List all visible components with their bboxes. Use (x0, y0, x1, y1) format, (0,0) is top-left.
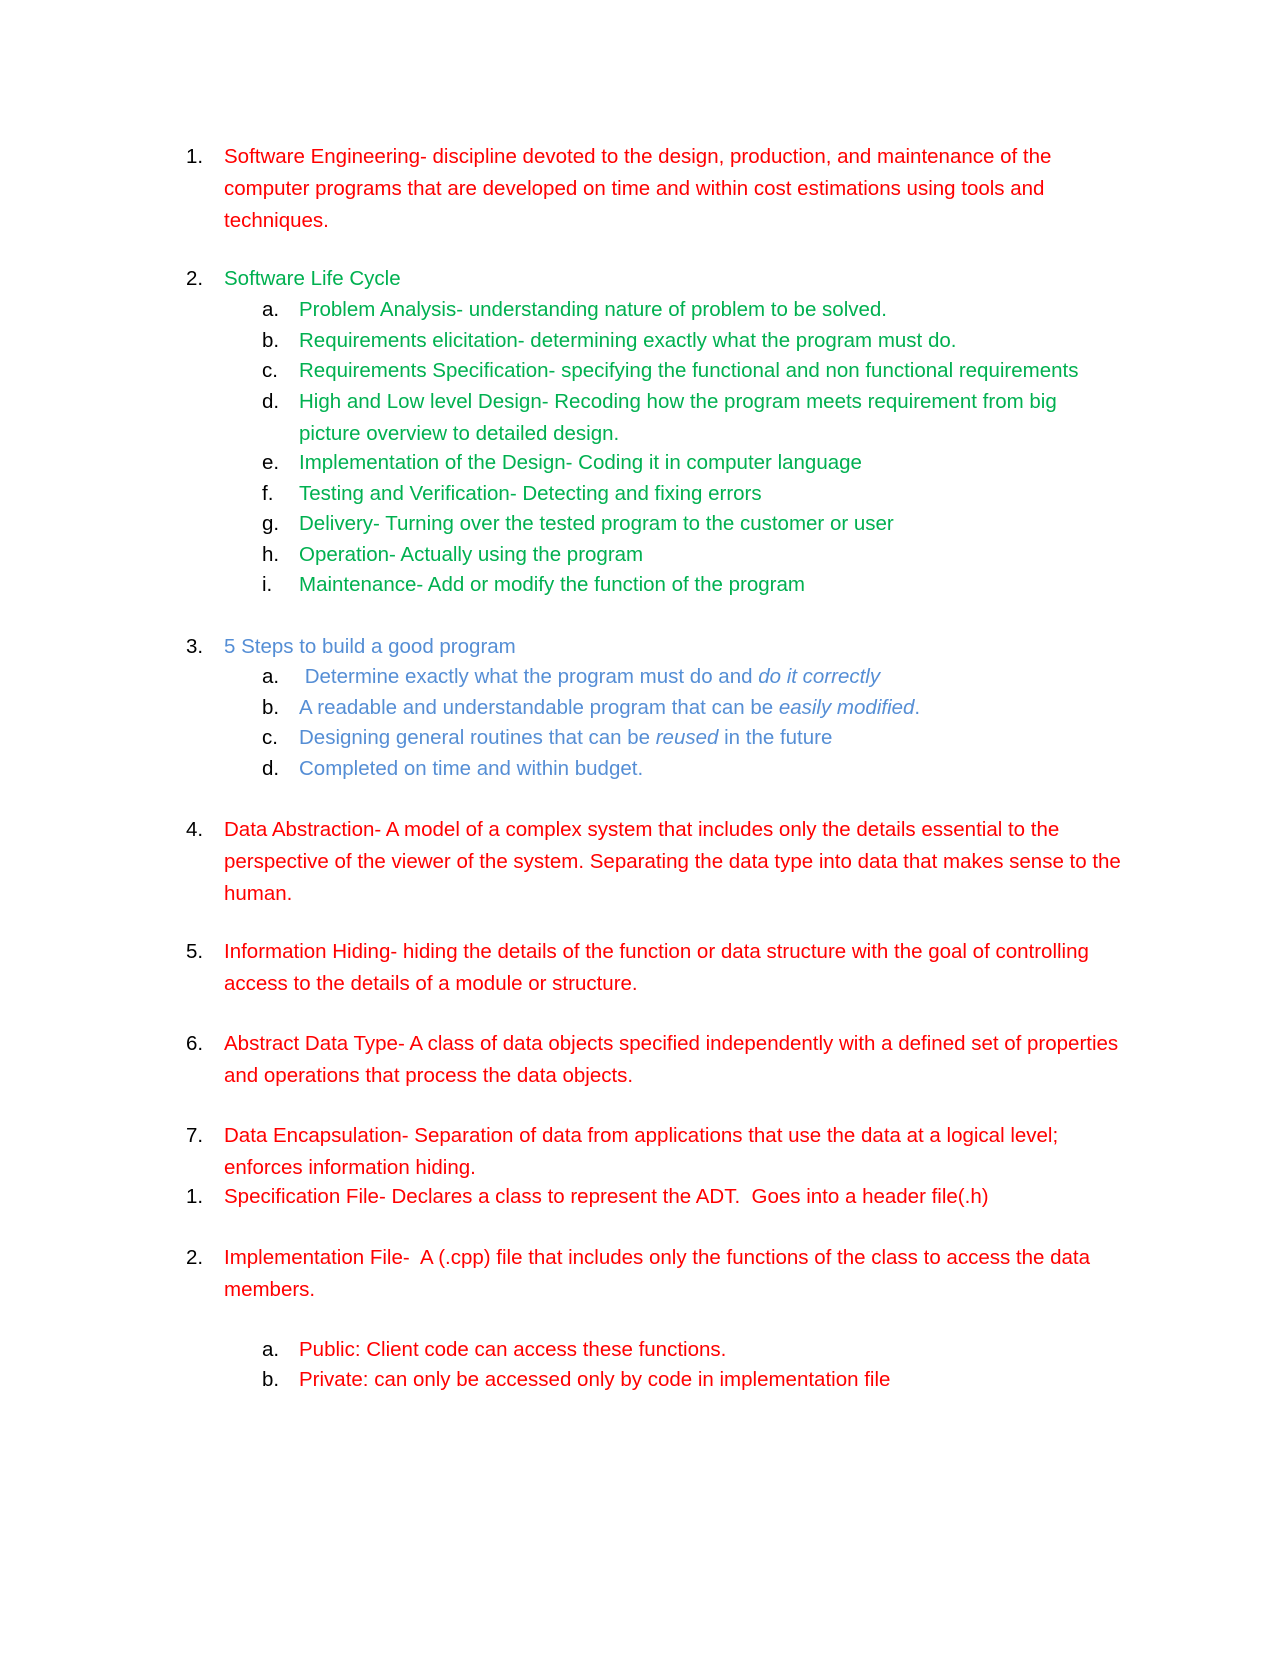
sub-list-item-text: Requirements Specification- specifying the functional and non functional requirements (299, 359, 1079, 382)
list-item (186, 1028, 1126, 1092)
sub-list-item (262, 447, 1122, 479)
sub-list-marker: a. (262, 1338, 280, 1361)
sub-list-item-text: Determine exactly what the program must do and do it correctly (299, 665, 881, 688)
sub-list-marker: b. (262, 1368, 280, 1391)
sub-list-marker: d. (262, 390, 280, 413)
sub-list-item-text: Operation- Actually using the program (299, 543, 644, 566)
sub-list-item-text: Public: Client code can access these functions. (299, 1338, 727, 1361)
sub-list-item (262, 1334, 1122, 1366)
list-marker: 6. (186, 1032, 204, 1055)
sub-list-item (262, 722, 1122, 754)
sub-list-item-text: A readable and understandable program that can be easily modified. (299, 696, 921, 719)
sub-list-item (262, 569, 1122, 601)
list-item-text: Specification File- Declares a class to represent the ADT. Goes into a header file(.h) (224, 1185, 989, 1208)
list-item (186, 631, 1126, 663)
sub-list-item-text: Maintenance- Add or modify the function of the program (299, 573, 805, 596)
sub-list-item-text: Testing and Verification- Detecting and fixing errors (299, 482, 762, 505)
sub-list-marker: g. (262, 512, 280, 535)
sub-list-item (262, 753, 1122, 785)
list-item-text: Implementation File- A (.cpp) file that includes only the functions of the class to access the data members. (224, 1246, 1096, 1301)
sub-list-marker: a. (262, 298, 280, 321)
sub-list-marker: h. (262, 543, 280, 566)
sub-list-marker: a. (262, 665, 280, 688)
sub-list-item-text: Implementation of the Design- Coding it in computer language (299, 451, 862, 474)
sub-list-item (262, 661, 1122, 693)
list-marker: 2. (186, 1246, 204, 1269)
list-item (186, 814, 1126, 910)
list-marker: 7. (186, 1124, 204, 1147)
sub-list-marker: f. (262, 482, 274, 505)
list-item (186, 1242, 1126, 1306)
sub-list-item (262, 386, 1122, 450)
list-item (186, 263, 1126, 295)
list-item-heading: 5 Steps to build a good program (224, 635, 516, 658)
list-item (186, 141, 1126, 237)
list-marker: 2. (186, 267, 204, 290)
list-marker: 4. (186, 818, 204, 841)
list-marker: 1. (186, 145, 204, 168)
list-item-text: Software Engineering- discipline devoted to the design, production, and maintenance of the computer programs that are developed on time and within cost estimations using tools and techniques. (224, 145, 1052, 232)
list-item-heading: Software Life Cycle (224, 267, 401, 290)
list-item-text: Data Encapsulation- Separation of data from applications that use the data at a logical level; enforces information hiding. (224, 1124, 1059, 1179)
sub-list-item-text: Delivery- Turning over the tested program to the customer or user (299, 512, 894, 535)
sub-list-marker: i. (262, 573, 273, 596)
sub-list-item-text: Problem Analysis- understanding nature of problem to be solved. (299, 298, 888, 321)
list-item (186, 1181, 1126, 1213)
sub-list-marker: b. (262, 329, 280, 352)
list-marker: 5. (186, 940, 204, 963)
list-item-text: Information Hiding- hiding the details of the function or data structure with the goal of controlling access to the details of a module or structure. (224, 940, 1089, 995)
sub-list-item-text: Designing general routines that can be reused in the future (299, 726, 833, 749)
sub-list-marker: d. (262, 757, 280, 780)
sub-list-marker: c. (262, 359, 278, 382)
sub-list-item (262, 325, 1122, 357)
sub-list-marker: e. (262, 451, 280, 474)
sub-list-item-text: High and Low level Design- Recoding how the program meets requirement from big picture overview to detailed design. (299, 390, 1057, 445)
sub-list-item (262, 294, 1122, 326)
sub-list-item-text: Private: can only be accessed only by code in implementation file (299, 1368, 891, 1391)
sub-list-item (262, 355, 1122, 387)
sub-list-item (262, 508, 1122, 540)
list-marker: 1. (186, 1185, 204, 1208)
sub-list-marker: c. (262, 726, 278, 749)
sub-list-item (262, 1364, 1122, 1396)
list-item-text: Abstract Data Type- A class of data objects specified independently with a defined set of properties and operations that process the data objects. (224, 1032, 1119, 1087)
sub-list-item-text: Completed on time and within budget. (299, 757, 644, 780)
list-marker: 3. (186, 635, 204, 658)
list-item (186, 1120, 1126, 1184)
sub-list-item (262, 478, 1122, 510)
sub-list-marker: b. (262, 696, 280, 719)
list-item-text: Data Abstraction- A model of a complex system that includes only the details essential to the perspective of the viewer of the system. Separating the data type into data that makes sense to the human. (224, 818, 1121, 905)
list-item (186, 936, 1126, 1000)
sub-list-item (262, 539, 1122, 571)
sub-list-item-text: Requirements elicitation- determining exactly what the program must do. (299, 329, 957, 352)
sub-list-item (262, 692, 1122, 724)
